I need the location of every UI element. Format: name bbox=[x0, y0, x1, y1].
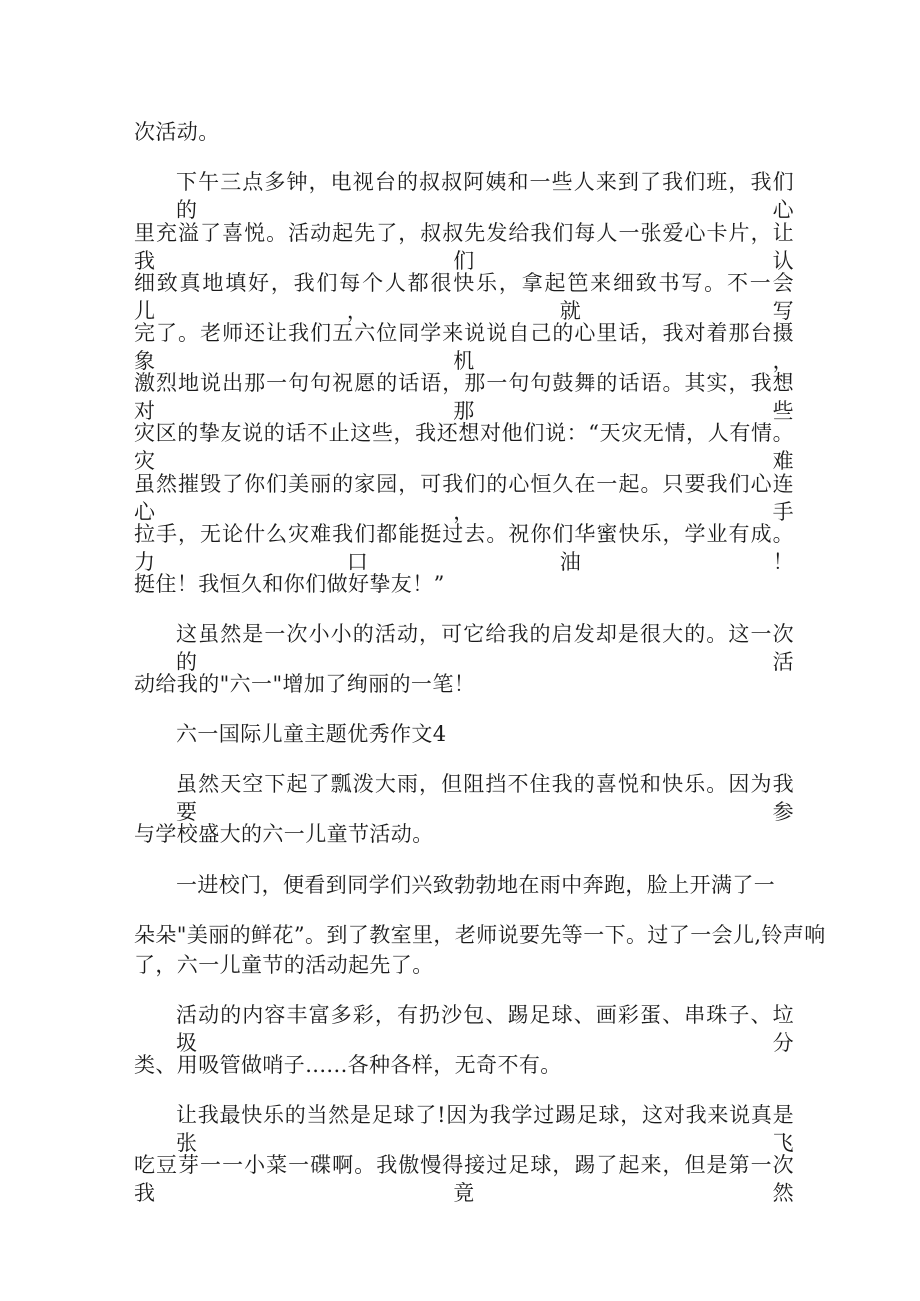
text-line: 吃豆芽一一小菜一碟啊。我傲慢得接过足球，踢了起来，但是第一次我竟然 bbox=[134, 1153, 794, 1205]
text-line: 一进校门，便看到同学们兴致勃勃地在雨中奔跑，脸上开满了一 bbox=[176, 873, 776, 897]
text-line: 虽然天空下起了瓢泼大雨，但阻挡不住我的喜悦和快乐。因为我要参 bbox=[176, 772, 794, 824]
text-line: 灾区的挚友说的话不止这些，我还想对他们说：“天灾无情，人有情。灾难 bbox=[134, 421, 794, 473]
text-line: 动给我的"六一"增加了绚丽的一笔！ bbox=[134, 672, 476, 696]
text-line: 完了。老师还让我们五六位同学来说说自己的心里话，我对着那台摄象机， bbox=[134, 321, 794, 373]
text-line: 里充溢了喜悦。活动起先了，叔叔先发给我们每人一张爱心卡片，让我们认 bbox=[134, 221, 794, 273]
text-line: 挺住！我恒久和你们做好挚友！” bbox=[134, 572, 445, 596]
section-heading: 六一国际儿童主题优秀作文4 bbox=[176, 722, 447, 746]
text-line: 活动的内容丰富多彩，有扔沙包、踢足球、画彩蛋、串珠子、垃圾分 bbox=[176, 1003, 794, 1055]
text-line: 虽然摧毁了你们美丽的家园，可我们的心恒久在一起。只要我们心连心，手 bbox=[134, 472, 794, 524]
text-line: 与学校盛大的六一儿童节活动。 bbox=[134, 822, 434, 846]
text-line: 拉手，无论什么灾难我们都能挺过去。祝你们华蜜快乐，学业有成。力口油！ bbox=[134, 522, 794, 574]
text-line: 次活动。 bbox=[134, 120, 220, 144]
text-line: 了，六一儿童节的活动起先了。 bbox=[134, 953, 434, 977]
text-line: 让我最快乐的当然是足球了!因为我学过踢足球，这对我来说真是张飞 bbox=[176, 1103, 794, 1155]
text-line: 下午三点多钟，电视台的叔叔阿姨和一些人来到了我们班，我们的心 bbox=[176, 170, 794, 222]
text-line: 细致真地填好，我们每个人都很快乐，拿起笆来细致书写。不一会儿，就写 bbox=[134, 271, 794, 323]
text-line: 类、用吸管做哨子......各种各样，无奇不有。 bbox=[134, 1053, 562, 1077]
text-line: 激烈地说出那一句句祝愿的话语，那一句句鼓舞的话语。其实，我想对那些 bbox=[134, 371, 794, 423]
text-line: 朵朵"美丽的鲜花”。到了教室里，老师说要先等一下。过了一会儿,铃声响 bbox=[134, 923, 826, 947]
text-line: 这虽然是一次小小的活动，可它给我的启发却是很大的。这一次的活 bbox=[176, 622, 794, 674]
